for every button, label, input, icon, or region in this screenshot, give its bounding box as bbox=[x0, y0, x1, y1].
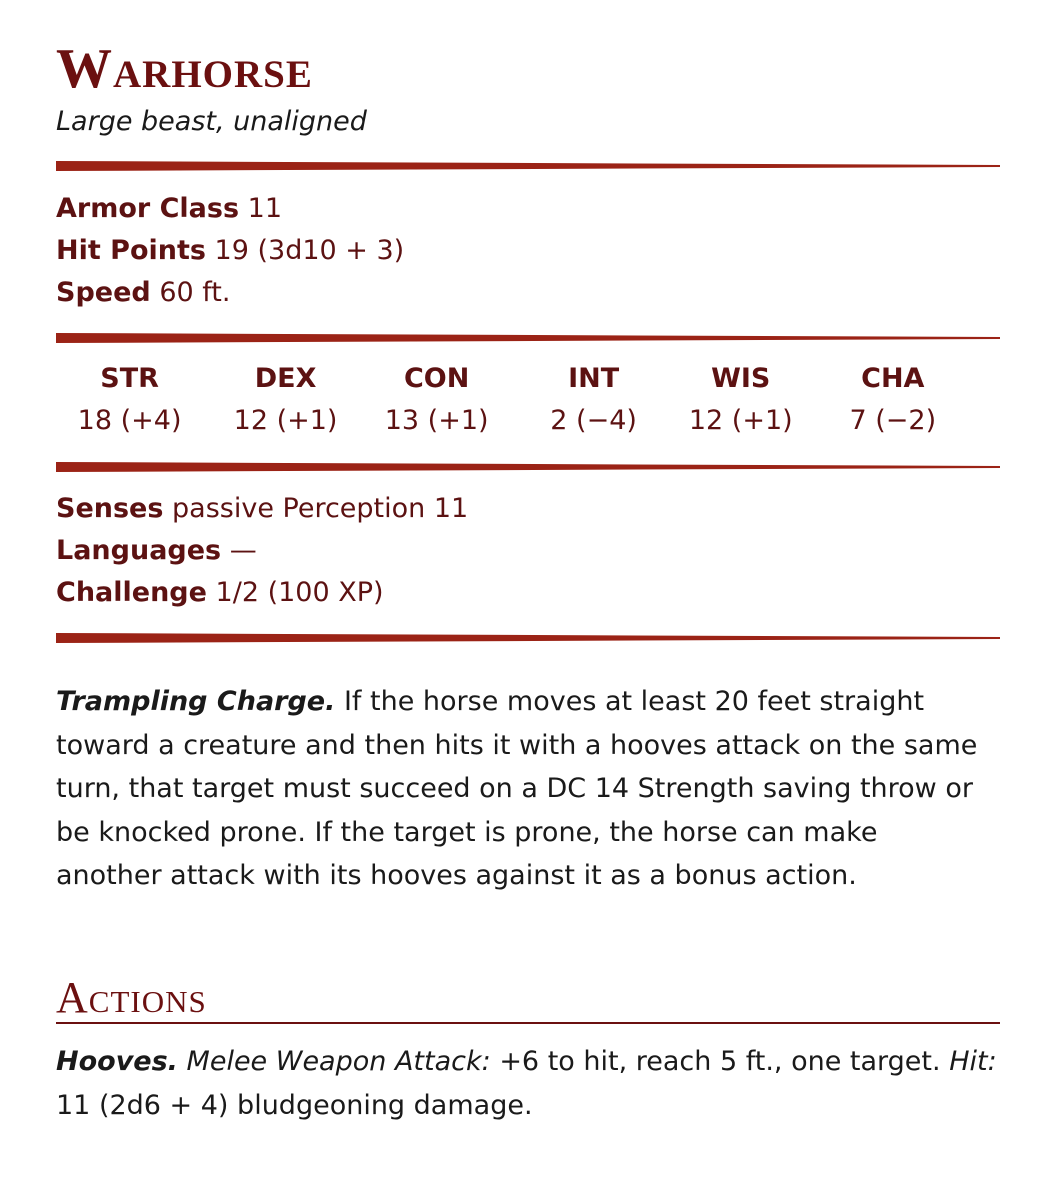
action-hit-label: Hit: bbox=[949, 1046, 997, 1077]
armor-class-label: Armor Class bbox=[56, 193, 240, 224]
armor-class-line bbox=[56, 188, 404, 230]
ability-value: 2 (−4) bbox=[550, 405, 637, 436]
senses-value: passive Perception 11 bbox=[172, 493, 469, 524]
senses-line bbox=[56, 488, 468, 530]
tapered-rule bbox=[56, 160, 1000, 172]
monster-meta: Large beast, unaligned bbox=[56, 106, 367, 137]
ability-value: 12 (+1) bbox=[688, 405, 793, 436]
tapered-rule bbox=[56, 461, 1000, 473]
ability-value: 12 (+1) bbox=[233, 405, 338, 436]
ability-str bbox=[56, 358, 203, 442]
senses-label: Senses bbox=[56, 493, 164, 524]
monster-name: Warhorse bbox=[56, 38, 313, 100]
actions-divider bbox=[56, 1022, 1000, 1024]
challenge-label: Challenge bbox=[56, 577, 207, 608]
hit-points-label: Hit Points bbox=[56, 235, 206, 266]
ability-name: STR bbox=[100, 363, 159, 394]
action-hooves bbox=[56, 1040, 1000, 1128]
ability-int bbox=[505, 358, 682, 442]
action-name: Hooves. bbox=[56, 1046, 178, 1077]
action-hit-text: 11 (2d6 + 4) bludgeoning damage. bbox=[56, 1090, 533, 1121]
tapered-rule bbox=[56, 632, 1000, 644]
languages-label: Languages bbox=[56, 535, 222, 566]
challenge-value: 1/2 (100 XP) bbox=[215, 577, 384, 608]
hit-points-value: 19 (3d10 + 3) bbox=[214, 235, 405, 266]
ability-wis bbox=[682, 358, 800, 442]
ability-value: 7 (−2) bbox=[849, 405, 937, 436]
ability-con bbox=[368, 358, 505, 442]
trait-text: If the horse moves at least 20 feet straight toward a creature and then hits it with a hooves attack on the same turn, that target must succeed on a DC 14 Strength saving throw or be knocked prone. If the target is prone, the horse can make another attack with its hooves against it as a bonus action. bbox=[56, 686, 978, 892]
ability-scores bbox=[56, 358, 986, 442]
trait-name: Trampling Charge. bbox=[56, 686, 336, 717]
ability-name: DEX bbox=[254, 363, 317, 394]
tapered-rule bbox=[56, 332, 1000, 344]
core-stats bbox=[56, 188, 404, 314]
languages-value: — bbox=[229, 535, 257, 566]
ability-value: 18 (+4) bbox=[77, 405, 182, 436]
action-attack-text: +6 to hit, reach 5 ft., one target. bbox=[499, 1046, 941, 1077]
speed-value: 60 ft. bbox=[159, 277, 231, 308]
hit-points-line bbox=[56, 230, 404, 272]
ability-cha bbox=[800, 358, 986, 442]
ability-dex bbox=[203, 358, 368, 442]
speed-line bbox=[56, 272, 404, 314]
action-attack-type: Melee Weapon Attack: bbox=[186, 1046, 491, 1077]
trait-trampling-charge bbox=[56, 680, 991, 898]
ability-name: INT bbox=[568, 363, 620, 394]
armor-class-value: 11 bbox=[247, 193, 282, 224]
challenge-line bbox=[56, 572, 468, 614]
ability-name: WIS bbox=[711, 363, 771, 394]
ability-name: CON bbox=[403, 363, 470, 394]
ability-name: CHA bbox=[861, 363, 925, 394]
actions-heading: Actions bbox=[56, 973, 207, 1022]
details-stats bbox=[56, 488, 468, 614]
ability-value: 13 (+1) bbox=[384, 405, 489, 436]
speed-label: Speed bbox=[56, 277, 151, 308]
languages-line bbox=[56, 530, 468, 572]
